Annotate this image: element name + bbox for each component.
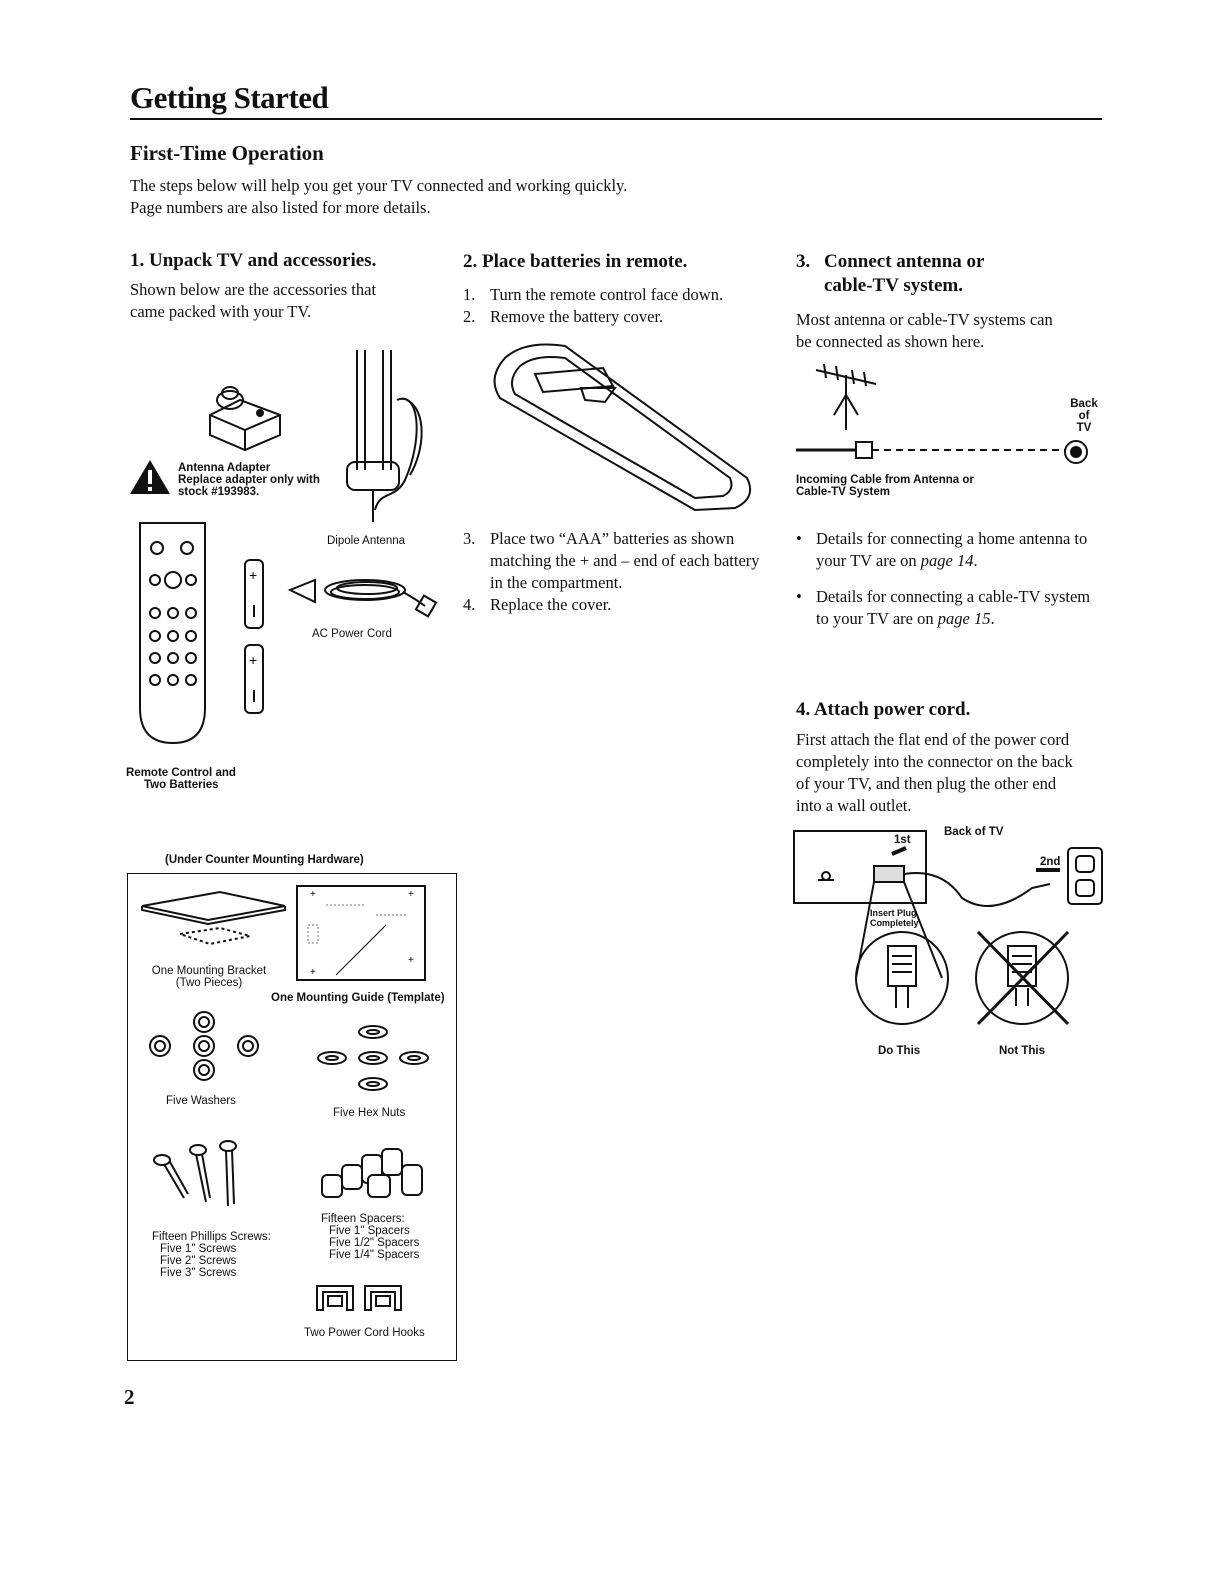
step1-text-line: Shown below are the accessories that (130, 280, 377, 299)
step-number: 4. (463, 595, 476, 614)
bracket-caption-line: One Mounting Bracket (151, 965, 267, 977)
spacers-caption-line: Fifteen Spacers: (321, 1213, 405, 1225)
step2-item (463, 284, 763, 306)
step4-text-line: First attach the flat end of the power cord (796, 730, 1070, 749)
step-number: 3. (463, 529, 476, 548)
step2-item (463, 594, 763, 616)
step4-heading: 4. Attach power cord. (796, 699, 971, 720)
step3-heading-line: Connect antenna or (824, 251, 985, 272)
screws-caption (152, 1231, 271, 1279)
power-cord-caption: AC Power Cord (312, 628, 392, 640)
insert-line: Insert Plug (870, 908, 917, 918)
step2-list-a (463, 284, 763, 328)
screws-caption-line: Fifteen Phillips Screws: (152, 1231, 271, 1243)
washers-caption: Five Washers (166, 1095, 236, 1107)
step-number: 1. (463, 285, 476, 304)
step3-number: 3. (796, 251, 811, 272)
washers-illustration (146, 1010, 266, 1085)
step4-text-line: into a wall outlet. (796, 796, 912, 815)
warning-icon (128, 458, 172, 496)
incoming-cable-caption (796, 474, 974, 498)
step-text: Place two “AAA” batteries as shown matching the + and – end of each battery in the compartment. (490, 529, 760, 592)
hooks-caption: Two Power Cord Hooks (304, 1327, 425, 1339)
remote-battery-cover-illustration (485, 338, 760, 518)
antenna-connection-illustration (796, 360, 1106, 470)
step4-text-line: of your TV, and then plug the other end (796, 774, 1057, 793)
hardware-title: (Under Counter Mounting Hardware) (165, 854, 364, 866)
hex-nuts-illustration (316, 1022, 431, 1097)
step2-list-b (463, 528, 763, 616)
incoming-line: Cable-TV System (796, 486, 890, 498)
back-of-tv-label (1064, 398, 1104, 434)
back-of-tv-line: TV (1076, 422, 1092, 434)
adapter-title: Antenna Adapter (178, 462, 271, 474)
mounting-bracket-illustration (140, 888, 290, 958)
bracket-caption-line: (Two Pieces) (175, 977, 243, 989)
hexnuts-caption: Five Hex Nuts (333, 1107, 406, 1119)
step4-text-line: completely into the connector on the back (796, 752, 1073, 771)
svg-text:+: + (408, 955, 414, 966)
step-text: Turn the remote control face down. (490, 285, 724, 304)
remote-control-illustration (135, 518, 215, 748)
back-of-tv-line: Back of (1070, 398, 1098, 422)
dipole-antenna-illustration (335, 350, 430, 530)
step3-heading (796, 250, 984, 298)
aaa-batteries-illustration (240, 555, 270, 720)
insert-plug-caption (870, 908, 919, 928)
do-this-label: Do This (878, 1045, 921, 1057)
adapter-note-line: Replace adapter only with (178, 474, 320, 486)
bullet-end: . (973, 551, 978, 570)
page-reference-link[interactable]: page 14 (920, 551, 974, 570)
svg-text:+: + (249, 567, 258, 583)
remote-caption-line: Remote Control and (126, 767, 236, 779)
bracket-caption (144, 965, 274, 989)
step-text: Replace the cover. (490, 595, 612, 614)
incoming-line: Incoming Cable from Antenna or (796, 474, 974, 486)
bullet-end: . (990, 609, 995, 628)
step3-text (796, 309, 1106, 353)
spacers-illustration (318, 1145, 428, 1210)
page-reference-link[interactable]: page 15 (937, 609, 991, 628)
insert-line: Completely (870, 918, 919, 928)
step3-bullet: • Details for connecting a home antenna to your TV are on page 14. (796, 529, 1088, 570)
page-number: 2 (124, 1385, 135, 1409)
screws-caption-line: Five 3" Screws (160, 1267, 237, 1279)
step3-text-line: Most antenna or cable-TV systems can (796, 310, 1053, 329)
second-label: 2nd (1040, 856, 1061, 868)
power-cord-hooks-illustration (315, 1282, 410, 1314)
dipole-caption: Dipole Antenna (327, 535, 406, 547)
bullet-text: Details for connecting a cable-TV system to your TV are on (816, 587, 1091, 628)
spacers-caption-line: Five 1/4" Spacers (329, 1249, 420, 1261)
remote-caption (126, 767, 236, 791)
svg-text:+: + (310, 889, 316, 900)
screws-caption-line: Five 1" Screws (160, 1243, 237, 1255)
bullet-text: Details for connecting a home antenna to your TV are on (816, 529, 1088, 570)
title-rule (130, 118, 1102, 120)
step2-heading: 2. Place batteries in remote. (463, 251, 688, 272)
step4-text (796, 729, 1116, 817)
not-this-label: Not This (999, 1045, 1045, 1057)
intro-line: The steps below will help you get your TV connected and working quickly. (130, 176, 628, 195)
svg-text:+: + (310, 967, 316, 978)
step2-item (463, 528, 763, 594)
antenna-adapter-caption (178, 462, 320, 498)
step1-text-line: came packed with your TV. (130, 302, 312, 321)
remote-caption-line: Two Batteries (144, 779, 219, 791)
step-number: 2. (463, 307, 476, 326)
step2-item (463, 306, 763, 328)
phillips-screws-illustration (150, 1140, 245, 1210)
guide-caption: One Mounting Guide (Template) (271, 992, 445, 1004)
screws-caption-line: Five 2" Screws (160, 1255, 237, 1267)
spacers-caption-line: Five 1/2" Spacers (329, 1237, 420, 1249)
step3-bullets (796, 528, 1106, 644)
svg-text:+: + (408, 889, 414, 900)
spacers-caption-line: Five 1" Spacers (329, 1225, 410, 1237)
step1-heading: 1. Unpack TV and accessories. (130, 250, 377, 271)
ac-power-cord-illustration (285, 570, 445, 625)
step1-text (130, 279, 430, 323)
step3-heading-line: cable-TV system. (824, 275, 963, 296)
intro-line: Page numbers are also listed for more details. (130, 198, 431, 217)
antenna-adapter-illustration (200, 375, 290, 455)
svg-text:+: + (249, 652, 258, 668)
step-text: Remove the battery cover. (490, 307, 664, 326)
step3-bullet: • Details for connecting a cable-TV system to your TV are on page 15. (796, 587, 1091, 628)
intro-text (130, 175, 830, 219)
first-label: 1st (894, 834, 911, 846)
adapter-note-line: stock #193983. (178, 486, 260, 498)
mounting-guide-illustration (296, 885, 428, 983)
back-of-tv-label-2: Back of TV (944, 826, 1004, 838)
section-title: First-Time Operation (130, 141, 324, 165)
step3-text-line: be connected as shown here. (796, 332, 985, 351)
page-title: Getting Started (130, 80, 329, 115)
spacers-caption (321, 1213, 419, 1261)
